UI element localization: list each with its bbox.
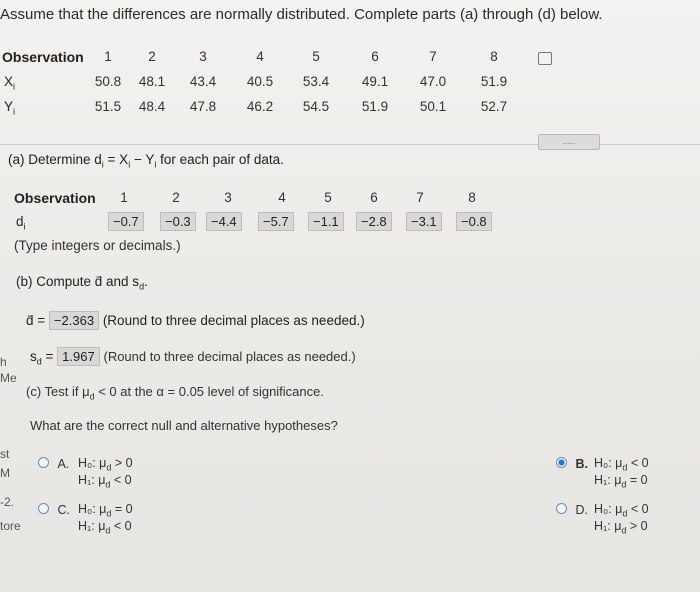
x-value: 43.4 — [189, 74, 217, 89]
part-a-observation-header: Observation — [14, 190, 96, 206]
x-value: 49.1 — [361, 74, 389, 89]
dbar-answer-field[interactable]: −2.363 — [49, 311, 99, 330]
x-value: 48.1 — [138, 74, 166, 89]
part-a-observation-number: 7 — [416, 190, 424, 205]
option-c[interactable]: C. H₀: $\mu_d = 0$ H₁: $\mu_d < 0$ — [38, 501, 70, 519]
y-value: 47.8 — [189, 99, 217, 114]
option-a-radio[interactable] — [38, 457, 49, 468]
y-value: 51.9 — [361, 99, 389, 114]
part-a-observation-number: 4 — [278, 190, 286, 205]
part-b-prompt: (b) Compute d̄ and $s_d$. — [16, 274, 148, 292]
cutoff-text: -2. — [0, 495, 15, 509]
dbar-note: (Round to three decimal places as needed.) — [102, 313, 365, 328]
observation-number: 3 — [199, 49, 207, 64]
cutoff-text: h — [0, 355, 7, 369]
copy-data-icon[interactable] — [538, 52, 552, 65]
d-answer-field[interactable]: −2.8 — [356, 214, 392, 229]
option-d[interactable]: D. H₀: $\mu_d < 0$ H₁: $\mu_d > 0$ — [556, 501, 588, 519]
part-a-observation-number: 8 — [468, 190, 476, 205]
part-a-note: (Type integers or decimals.) — [14, 238, 181, 253]
y-value: 54.5 — [302, 99, 330, 114]
cutoff-text: st — [0, 447, 10, 461]
observation-number: 2 — [148, 49, 156, 64]
y-value: 46.2 — [246, 99, 274, 114]
dbar-line — [26, 313, 365, 328]
x-value: 47.0 — [419, 74, 447, 89]
d-answer-field[interactable]: −0.8 — [456, 214, 492, 229]
y-value: 50.1 — [419, 99, 447, 114]
cutoff-text: M — [0, 466, 10, 480]
x-value: 53.4 — [302, 74, 330, 89]
part-a-observation-number: 5 — [324, 190, 332, 205]
sd-answer-field[interactable]: 1.967 — [57, 347, 100, 366]
observation-number: 4 — [256, 49, 264, 64]
observation-number: 5 — [312, 49, 320, 64]
y-row-label: $Y_i$ — [4, 99, 16, 117]
d-answer-field[interactable]: −4.4 — [206, 214, 242, 229]
y-value: 48.4 — [138, 99, 166, 114]
d-answer-field[interactable]: −1.1 — [308, 214, 344, 229]
x-value: 40.5 — [246, 74, 274, 89]
d-row-label: $d_i$ — [16, 214, 26, 232]
more-button[interactable]: ..... — [538, 134, 600, 150]
option-c-radio[interactable] — [38, 503, 49, 514]
option-d-radio[interactable] — [556, 503, 567, 514]
part-a-observation-number: 1 — [120, 190, 128, 205]
part-c-question: What are the correct null and alternative hypotheses? — [30, 418, 338, 433]
part-a-observation-number: 6 — [370, 190, 378, 205]
part-c-prompt: (c) Test if $\mu_d < 0$ at the α = 0.05 level of significance. — [26, 384, 324, 402]
part-a-observation-number: 3 — [224, 190, 232, 205]
sd-label: $s_d$ = — [30, 349, 54, 367]
sd-note: (Round to three decimal places as needed.) — [103, 349, 356, 364]
observation-header: Observation — [2, 49, 84, 65]
observation-number: 1 — [104, 49, 112, 64]
observation-number: 8 — [490, 49, 498, 64]
part-a-observation-number: 2 — [172, 190, 180, 205]
sd-line — [30, 349, 356, 367]
x-value: 50.8 — [94, 74, 122, 89]
option-b-radio[interactable] — [556, 457, 567, 468]
option-a[interactable]: A. H₀: $\mu_d > 0$ H₁: $\mu_d < 0$ — [38, 455, 69, 473]
cutoff-text: tore — [0, 519, 21, 533]
d-answer-field[interactable]: −5.7 — [258, 214, 294, 229]
observation-number: 6 — [371, 49, 379, 64]
d-answer-field[interactable]: −0.7 — [108, 214, 144, 229]
d-answer-field[interactable]: −0.3 — [160, 214, 196, 229]
x-value: 51.9 — [480, 74, 508, 89]
dbar-label: d̄ = — [26, 313, 46, 328]
y-value: 51.5 — [94, 99, 122, 114]
part-a-prompt: (a) Determine $d_i = X_i - Y_i$ for each pair of data. — [8, 152, 284, 170]
d-answer-field[interactable]: −3.1 — [406, 214, 442, 229]
instructions: Assume that the differences are normally distributed. Complete parts (a) through (d) below. — [0, 6, 603, 23]
observation-number: 7 — [429, 49, 437, 64]
x-row-label: $X_i$ — [4, 74, 16, 92]
option-b[interactable]: B. H₀: $\mu_d < 0$ H₁: $\mu_d = 0$ — [556, 455, 588, 473]
cutoff-text: Me — [0, 371, 17, 385]
y-value: 52.7 — [480, 99, 508, 114]
